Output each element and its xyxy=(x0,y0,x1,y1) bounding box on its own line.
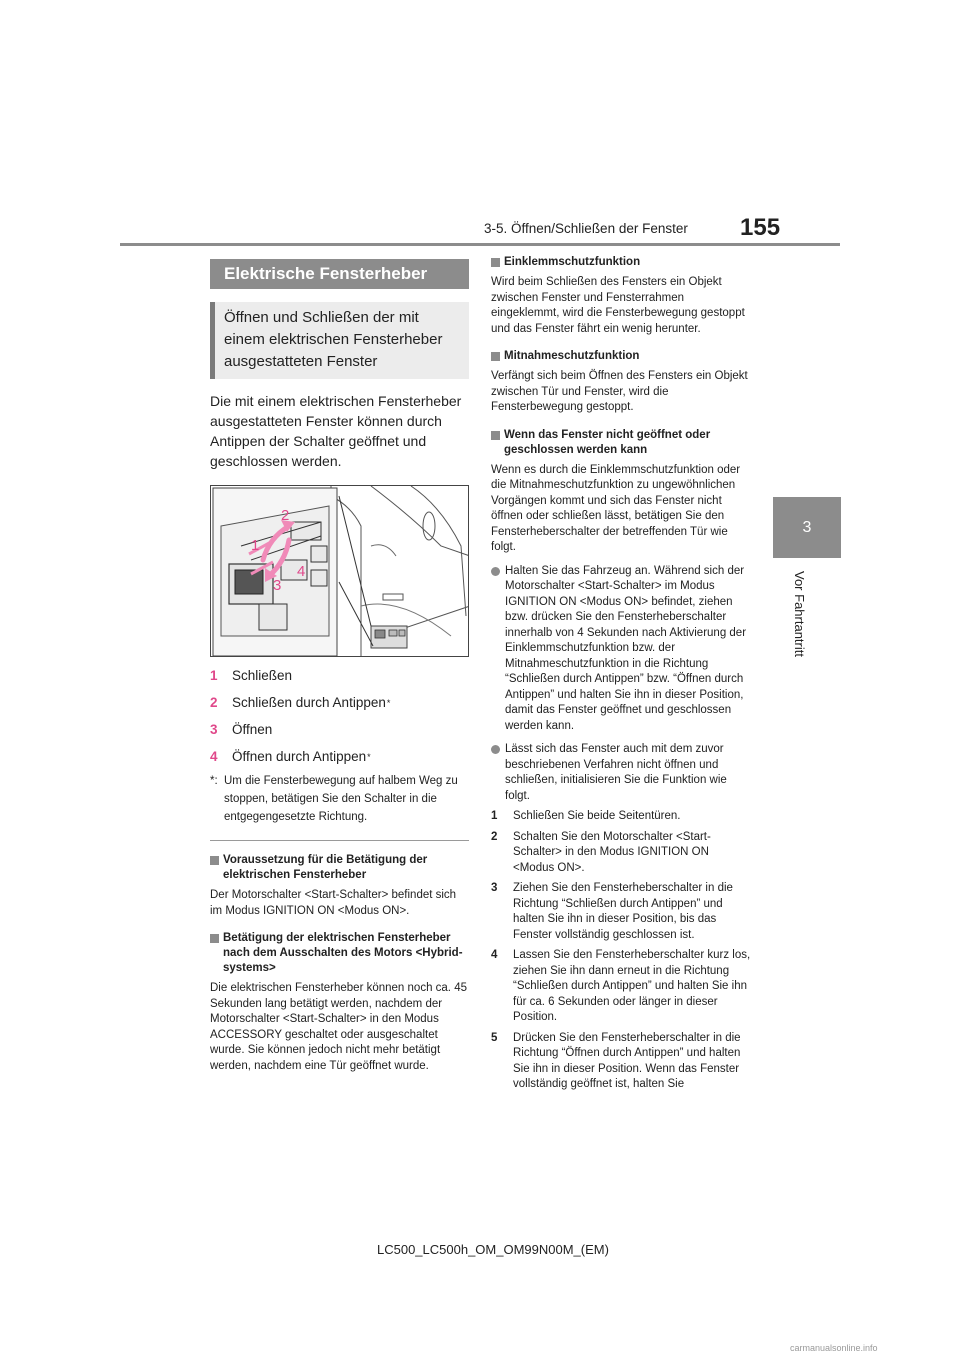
square-bullet-icon xyxy=(491,258,500,267)
legend-list xyxy=(210,667,469,766)
square-bullet-icon xyxy=(491,352,500,361)
right-column xyxy=(491,255,751,1093)
bullet-item: Lässt sich das Fenster auch mit dem zuvor beschriebenen Verfahren nicht öffnen und schließen, initialisieren Sie die Funktion wie folgt. xyxy=(491,742,751,804)
circle-bullet-icon xyxy=(491,745,500,754)
step-item: 1 Schließen Sie beide Seitentüren. xyxy=(491,809,751,825)
legend-number: 1 xyxy=(210,668,218,683)
square-bullet-icon xyxy=(491,431,500,440)
figure-label-1: 1 xyxy=(251,537,260,554)
step-item: 4 Lassen Sie den Fensterheberschalter kurz los, ziehen Sie ihn dann erneut in die Richtung “Schließen durch Antippen” und halten Sie ihn für ca. 6 Sekunden oder länger in dieser Position. xyxy=(491,948,751,1026)
note-text: Der Motorschalter <Start-Schalter> befindet sich im Modus IGNITION ON <Modus ON>. xyxy=(210,889,457,917)
header-rule xyxy=(120,243,840,246)
step-number: 5 xyxy=(491,1031,498,1044)
section-header: 3-5. Öffnen/Schließen der Fenster xyxy=(484,221,688,236)
legend-item xyxy=(210,694,469,712)
footnote-text: Um die Fensterbewegung auf halbem Weg zu stoppen, betätigen Sie den Schalter in die entgegengesetzte Richtung. xyxy=(224,775,458,823)
note-text: Die elektrischen Fensterheber können noch ca. 45 Sekunden lang betätigt werden, nachdem der Motorschalter <Start-Schalter> in den Modus ACCESSORY geschaltet oder ausgeschaltet wurde. Sie können jedoch nicht mehr betätigt werden, nachdem eine Tür geöffnet wurde. xyxy=(210,982,467,1072)
intro-text: Die mit einem elektrischen Fensterheber ausgestatteten Fenster können durch Antippen der Schalter geöffnet und geschlossen werden. xyxy=(210,393,462,469)
legend-number: 4 xyxy=(210,749,218,764)
switch-illustration xyxy=(210,485,469,657)
legend-item xyxy=(210,721,469,739)
legend-number: 2 xyxy=(210,695,218,710)
footnote-ref[interactable]: * xyxy=(386,698,391,708)
step-number: 3 xyxy=(491,882,498,894)
footnote-ref[interactable]: * xyxy=(367,752,371,762)
chapter-label: Vor Fahrtantritt xyxy=(792,571,807,657)
chapter-tab[interactable]: 3 xyxy=(773,497,841,558)
footer-model: LC500_LC500h_OM_OM99N00M_(EM) xyxy=(377,1242,609,1257)
divider xyxy=(210,840,469,841)
legend-number: 3 xyxy=(210,722,218,737)
square-bullet-icon xyxy=(210,934,219,943)
step-number: 4 xyxy=(491,949,498,961)
note-text: Wenn es durch die Einklemmschutzfunktion oder die Mitnahmeschutzfunktion zu ungewöhnlichen Vorgängen kommt und sich das Fenster nicht öffnen oder schließen lässt, betätigen Sie den Fensterheberschalter der betreffenden Tür wie folgt. xyxy=(491,463,741,553)
section-title: Elektrische Fensterheber xyxy=(210,259,469,289)
step-item: 3 Ziehen Sie den Fensterheberschalter in die Richtung “Schließen durch Antippen” und halten Sie ihn in dieser Position, bis das Fenster vollständig geschlossen ist. xyxy=(491,881,751,943)
step-number: 1 xyxy=(491,810,498,822)
note-heading: Einklemmschutzfunktion xyxy=(491,255,751,270)
bullet-item: Halten Sie das Fahrzeug an. Während sich der Motorschalter <Start-Schalter> im Modus IGNITION ON <Modus ON> befindet, ziehen bzw. drücken Sie den Fensterheberschalter innerhalb von 4 Sekunden nach Aktivierung der Einklemmschutzfunktion bzw. der Mitnahmeschutzfunktion in die Richtung “Schließen durch Antippen” bzw. “Öffnen durch Antippen” und halten Sie ihn in dieser Position, damit das Fenster geöffnet und geschlossen werden kann. xyxy=(491,564,751,735)
note-text: Verfängt sich beim Öffnen des Fensters ein Objekt zwischen Tür und Fenster, wird die Fensterbewegung gestoppt. xyxy=(491,370,748,413)
note-heading: Voraussetzung für die Betätigung der elektrischen Fensterheber xyxy=(210,853,469,883)
step-item: 5 Drücken Sie den Fensterheberschalter in die Richtung “Öffnen durch Antippen” und halten Sie ihn in dieser Position. Wenn das Fenster vollständig geöffnet ist, halten Sie xyxy=(491,1031,751,1093)
legend-item xyxy=(210,748,469,766)
page-number: 155 xyxy=(740,214,781,241)
figure-label-3: 3 xyxy=(273,577,282,594)
footnote xyxy=(210,772,469,826)
note-heading: Wenn das Fenster nicht geöffnet oder geschlossen werden kann xyxy=(491,428,751,458)
footnote-mark: *: xyxy=(210,775,218,787)
circle-bullet-icon xyxy=(491,567,500,576)
figure-label-4: 4 xyxy=(297,563,306,580)
note-heading: Mitnahmeschutzfunktion xyxy=(491,349,751,364)
step-number: 2 xyxy=(491,830,498,843)
step-item: 2 Schalten Sie den Motorschalter <Start-Schalter> in den Modus IGNITION ON <Modus ON>. xyxy=(491,830,751,877)
note-heading: Betätigung der elektrischen Fensterheber nach dem Ausschalten des Motors <Hybrid-systems> xyxy=(210,931,469,976)
legend-text: Schließen xyxy=(232,668,293,683)
left-column xyxy=(210,259,469,1074)
legend-item xyxy=(210,667,469,685)
watermark: carmanualsonline.info xyxy=(790,1343,878,1353)
figure-label-2: 2 xyxy=(281,507,290,524)
legend-text: Öffnen durch Antippen xyxy=(232,749,367,764)
note-text: Wird beim Schließen des Fensters ein Objekt zwischen Fenster und Fensterrahmen eingeklemmt, wird die Fensterbewegung gestoppt und das Fenster fährt ein wenig herunter. xyxy=(491,276,745,335)
square-bullet-icon xyxy=(210,856,219,865)
subsection-title: Öffnen und Schließen der mit einem elektrischen Fensterheber ausgestatteten Fenster xyxy=(210,302,469,379)
legend-text: Öffnen xyxy=(232,722,273,737)
legend-text: Schließen durch Antippen xyxy=(232,695,386,710)
